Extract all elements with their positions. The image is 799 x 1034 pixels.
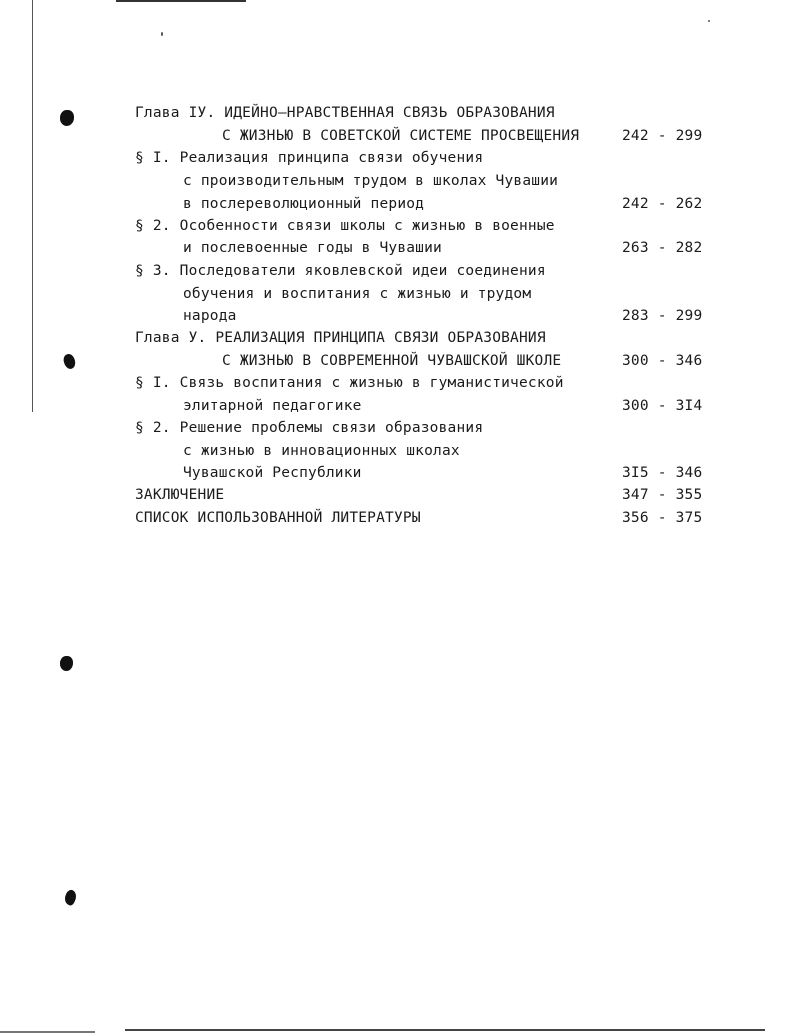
toc-line-text: § 3. Последователи яковлевской идеи соединения [135,263,546,279]
toc-line-text: обучения и воспитания с жизнью и трудом [183,286,532,302]
punch-hole-mark [60,110,74,126]
toc-line-text: § 2. Особенности связи школы с жизнью в военные [135,218,555,234]
toc-page-range: 300 - 3I4 [622,398,703,414]
toc-page-range: 242 - 299 [622,128,703,144]
toc-page-range: 263 - 282 [622,240,703,256]
toc-page-range: 283 - 299 [622,308,703,324]
toc-line-text: Глава IУ. ИДЕЙНО–НРАВСТВЕННАЯ СВЯЗЬ ОБРАЗОВАНИЯ [135,105,555,121]
toc-line-text: § I. Связь воспитания с жизнью в гуманистической [135,375,564,391]
punch-hole-mark [62,888,78,906]
toc-line-text: с производительным трудом в школах Чувашии [183,173,559,189]
toc-line-text: § I. Реализация принципа связи обучения [135,150,484,166]
toc-line-text: СПИСОК ИСПОЛЬЗОВАННОЙ ЛИТЕРАТУРЫ [135,510,421,526]
scan-artifact-line [32,0,33,412]
toc-line-text: в послереволюционный период [183,196,425,212]
punch-hole-mark [62,353,77,371]
toc-line-text: элитарной педагогике [183,398,362,414]
toc-line-text: С ЖИЗНЬЮ В СОВРЕМЕННОЙ ЧУВАШСКОЙ ШКОЛЕ [222,353,562,369]
toc-page-range: 242 - 262 [622,196,703,212]
toc-line-text: § 2. Решение проблемы связи образования [135,420,484,436]
toc-line-text: и послевоенные годы в Чувашии [183,240,442,256]
toc-line-text: ЗАКЛЮЧЕНИЕ [135,487,225,503]
toc-line-text: Чувашской Республики [183,465,362,481]
toc-line-text: С ЖИЗНЬЮ В СОВЕТСКОЙ СИСТЕМЕ ПРОСВЕЩЕНИЯ [222,128,580,144]
toc-page-range: 300 - 346 [622,353,703,369]
scan-speck [708,20,710,22]
toc-page-range: 356 - 375 [622,510,703,526]
toc-page-range: 347 - 355 [622,487,703,503]
scan-speck [161,32,163,36]
scan-artifact-line [125,1029,765,1031]
toc-line-text: Глава У. РЕАЛИЗАЦИЯ ПРИНЦИПА СВЯЗИ ОБРАЗОВАНИЯ [135,330,546,346]
toc-line-text: с жизнью в инновационных школах [183,443,460,459]
toc-page-range: 3I5 - 346 [622,465,703,481]
punch-hole-mark [60,656,73,671]
scan-artifact-line [116,0,246,2]
toc-line-text: народа [183,308,237,324]
scan-artifact-line [0,1031,95,1033]
